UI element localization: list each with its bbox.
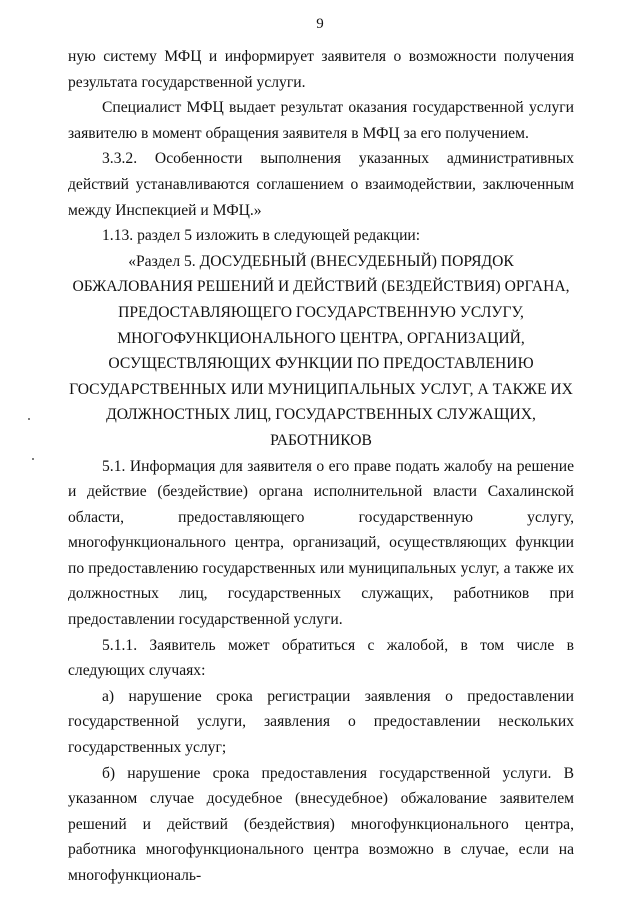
section-5-heading: «Раздел 5. ДОСУДЕБНЫЙ (ВНЕСУДЕБНЫЙ) ПОРЯДОК ОБЖАЛОВАНИЯ РЕШЕНИЙ И ДЕЙСТВИЙ (БЕЗДЕЙСТВИЯ) ОРГАНА, ПРЕДОСТАВЛЯЮЩЕГО ГОСУДАРСТВЕННУЮ УСЛУГУ, МНОГОФУНКЦИОНАЛЬНОГО ЦЕНТРА, ОРГАНИЗАЦИЙ, ОСУЩЕСТВЛЯЮЩИХ ФУНКЦИИ ПО ПРЕДОСТАВЛЕНИЮ ГОСУДАРСТВЕННЫХ ИЛИ МУНИЦИПАЛЬНЫХ УСЛУГ, А ТАКЖЕ ИХ ДОЛЖНОСТНЫХ ЛИЦ, ГОСУДАРСТВЕННЫХ СЛУЖАЩИХ, РАБОТНИКОВ (69, 252, 573, 449)
paragraph-item-a: а) нарушение срока регистрации заявления о предоставлении государственной услуги, заявления о предоставлении нескольких государственных услуг; (68, 687, 574, 757)
paragraph-5-1-1: 5.1.1. Заявитель может обратиться с жалобой, в том числе в следующих случаях: (68, 636, 574, 680)
document-body (68, 44, 574, 889)
paragraph-item-b: б) нарушение срока предоставления государственной услуги. В указанном случае досудебное (внесудебное) обжалование заявителем решений и действий (бездействия) многофункционального центра, работника многофункционального центра возможно в случае, если на многофункциональ- (68, 764, 574, 884)
paragraph-mfc-system: ную систему МФЦ и информирует заявителя о возможности получения результата государственной услуги. (68, 48, 574, 91)
page-number: 9 (316, 16, 324, 32)
paragraph-3-3-2: 3.3.2. Особенности выполнения указанных административных действий устанавливаются соглашением о взаимодействии, заключенным между Инспекцией и МФЦ.» (68, 150, 574, 219)
paragraph-1-13: 1.13. раздел 5 изложить в следующей редакции: (102, 227, 421, 245)
paragraph-5-1: 5.1. Информация для заявителя о его праве подать жалобу на решение и действие (бездействие) органа исполнительной власти Сахалинской области, предоставляющего государственную услугу, многофункционального центра, организаций, осуществляющих функции по предоставлению государственных или муниципальных услуг, а также их должностных лиц, государственных служащих, работников при предоставлении государственной услуги. (68, 457, 574, 629)
scan-speck (32, 458, 34, 460)
scan-speck (28, 418, 30, 420)
paragraph-specialist: Специалист МФЦ выдает результат оказания государственной услуги заявителю в момент обращения заявителя в МФЦ за его получением. (68, 99, 574, 142)
